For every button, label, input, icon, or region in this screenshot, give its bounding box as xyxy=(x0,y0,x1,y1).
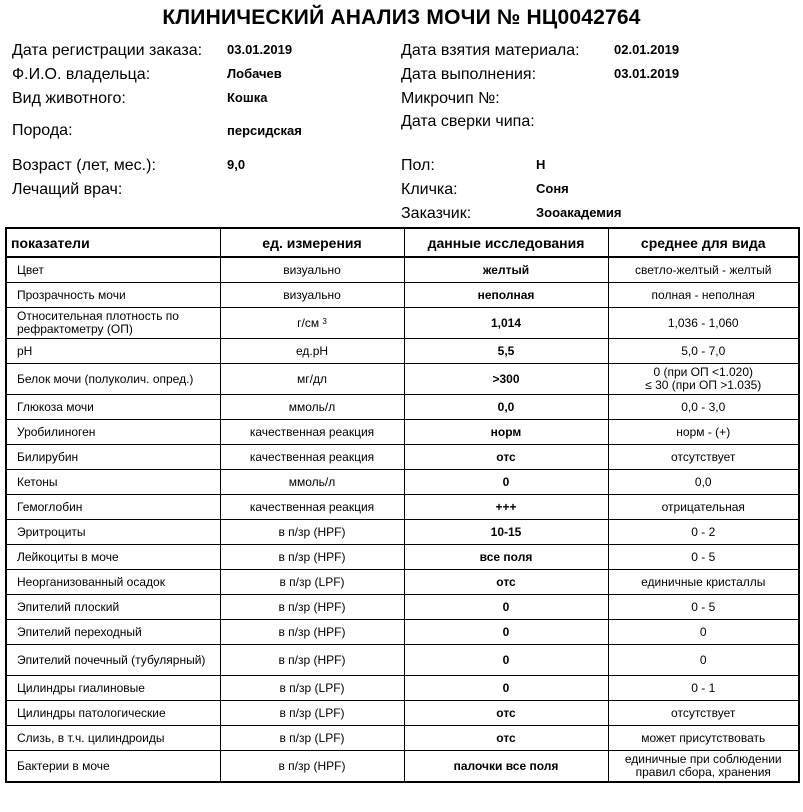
param-cell: Слизь, в т.ч. цилиндроиды xyxy=(6,726,220,751)
norm-cell: отсутствует xyxy=(608,445,799,470)
unit-superscript: 3 xyxy=(322,316,327,326)
unit-cell xyxy=(220,308,404,339)
result-cell: 0 xyxy=(404,620,608,645)
table-row xyxy=(6,420,799,445)
chip-label: Микрочип №: xyxy=(401,90,500,107)
unit-cell: в п/зр (HPF) xyxy=(220,645,404,676)
unit-cell: мг/дл xyxy=(220,364,404,395)
param-cell: Неорганизованный осадок xyxy=(6,570,220,595)
col-header-param: показатели xyxy=(6,228,220,257)
norm-line: правил сбора, хранения xyxy=(635,765,771,779)
result-cell: 0 xyxy=(404,645,608,676)
unit-cell: ммоль/л xyxy=(220,470,404,495)
owner-value: Лобачев xyxy=(227,66,282,81)
unit-cell: в п/зр (HPF) xyxy=(220,545,404,570)
table-row xyxy=(6,701,799,726)
norm-cell: 0 xyxy=(608,620,799,645)
result-cell: +++ xyxy=(404,495,608,520)
param-cell: Лейкоциты в моче xyxy=(6,545,220,570)
norm-cell: 1,036 - 1,060 xyxy=(608,308,799,339)
table-row xyxy=(6,257,799,283)
result-cell: 5,5 xyxy=(404,339,608,364)
result-cell: отс xyxy=(404,726,608,751)
param-cell: Эпителий плоский xyxy=(6,595,220,620)
table-row xyxy=(6,595,799,620)
result-cell: 10-15 xyxy=(404,520,608,545)
norm-cell: 0 - 5 xyxy=(608,595,799,620)
done-date-label: Дата выполнения: xyxy=(401,66,537,83)
param-cell: Цилиндры патологические xyxy=(6,701,220,726)
result-cell: неполная xyxy=(404,283,608,308)
table-row xyxy=(6,308,799,339)
param-cell: Гемоглобин xyxy=(6,495,220,520)
unit-text: г/см xyxy=(297,315,320,330)
sample-date-value: 02.01.2019 xyxy=(614,42,680,57)
norm-cell: 0 - 1 xyxy=(608,676,799,701)
param-cell: Эритроциты xyxy=(6,520,220,545)
age-label: Возраст (лет, мес.): xyxy=(12,157,156,174)
table-row xyxy=(6,645,799,676)
result-cell: отс xyxy=(404,570,608,595)
norm-line: единичные при соблюдении xyxy=(624,752,782,766)
param-cell: Эпителий почечный (тубулярный) xyxy=(6,645,220,676)
name-label: Кличка: xyxy=(401,181,458,198)
table-row xyxy=(6,520,799,545)
reg-date-value: 03.01.2019 xyxy=(227,42,293,57)
norm-cell: может присутствовать xyxy=(608,726,799,751)
param-cell: Эпителий переходный xyxy=(6,620,220,645)
table-row xyxy=(6,545,799,570)
age-value: 9,0 xyxy=(227,157,246,172)
result-cell: отс xyxy=(404,445,608,470)
unit-cell: качественная реакция xyxy=(220,495,404,520)
owner-label: Ф.И.О. владельца: xyxy=(12,66,151,83)
norm-cell: полная - неполная xyxy=(608,283,799,308)
param-cell: Белок мочи (полуколич. опред.) xyxy=(6,364,220,395)
norm-cell xyxy=(608,751,799,783)
norm-cell: единичные кристаллы xyxy=(608,570,799,595)
table-row xyxy=(6,495,799,520)
result-cell: палочки все поля xyxy=(404,751,608,783)
norm-cell: 0 - 5 xyxy=(608,545,799,570)
client-value: Зооакадемия xyxy=(536,205,622,220)
norm-cell: отсутствует xyxy=(608,701,799,726)
norm-cell: отрицательная xyxy=(608,495,799,520)
param-cell: Цилиндры гиалиновые xyxy=(6,676,220,701)
param-cell: Бактерии в моче xyxy=(6,751,220,783)
breed-label: Порода: xyxy=(12,122,73,139)
table-row xyxy=(6,676,799,701)
unit-cell: ммоль/л xyxy=(220,395,404,420)
norm-line: ≤ 30 (при ОП >1.035) xyxy=(645,378,762,392)
param-cell: Цвет xyxy=(6,257,220,283)
results-table xyxy=(5,227,800,783)
unit-cell: в п/зр (HPF) xyxy=(220,620,404,645)
norm-cell: 0,0 - 3,0 xyxy=(608,395,799,420)
unit-cell: ед.pH xyxy=(220,339,404,364)
result-cell: 0 xyxy=(404,470,608,495)
table-row xyxy=(6,470,799,495)
table-row xyxy=(6,364,799,395)
col-header-result: данные исследования xyxy=(404,228,608,257)
table-row xyxy=(6,395,799,420)
table-row xyxy=(6,283,799,308)
result-cell: 1,014 xyxy=(404,308,608,339)
reg-date-label: Дата регистрации заказа: xyxy=(12,42,203,59)
chip-check-label: Дата сверки чипа: xyxy=(401,113,535,130)
result-cell: 0 xyxy=(404,595,608,620)
result-cell: норм xyxy=(404,420,608,445)
unit-cell: в п/зр (LPF) xyxy=(220,701,404,726)
param-cell: Кетоны xyxy=(6,470,220,495)
unit-cell: качественная реакция xyxy=(220,420,404,445)
table-row xyxy=(6,751,799,783)
norm-cell: 0,0 xyxy=(608,470,799,495)
table-row xyxy=(6,445,799,470)
norm-cell: 0 xyxy=(608,645,799,676)
param-cell: pH xyxy=(6,339,220,364)
unit-cell: в п/зр (LPF) xyxy=(220,676,404,701)
species-label: Вид животного: xyxy=(12,90,126,107)
norm-cell: 5,0 - 7,0 xyxy=(608,339,799,364)
norm-cell: 0 - 2 xyxy=(608,520,799,545)
table-row xyxy=(6,570,799,595)
unit-cell: в п/зр (HPF) xyxy=(220,595,404,620)
table-header-row xyxy=(6,228,799,257)
report-title: КЛИНИЧЕСКИЙ АНАЛИЗ МОЧИ № НЦ0042764 xyxy=(162,6,641,29)
sex-value: Н xyxy=(536,157,546,172)
result-cell: отс xyxy=(404,701,608,726)
unit-cell: в п/зр (LPF) xyxy=(220,726,404,751)
param-cell: Прозрачность мочи xyxy=(6,283,220,308)
norm-cell xyxy=(608,364,799,395)
result-cell: 0,0 xyxy=(404,395,608,420)
sample-date-label: Дата взятия материала: xyxy=(401,42,580,59)
doctor-label: Лечащий врач: xyxy=(12,181,123,198)
table-row xyxy=(6,339,799,364)
unit-cell: визуально xyxy=(220,283,404,308)
result-cell: желтый xyxy=(404,257,608,283)
norm-cell: норм - (+) xyxy=(608,420,799,445)
client-label: Заказчик: xyxy=(401,205,472,222)
sex-label: Пол: xyxy=(401,157,435,174)
param-cell: Билирубин xyxy=(6,445,220,470)
norm-line: 0 (при ОП <1.020) xyxy=(653,365,754,379)
breed-value: персидская xyxy=(227,123,302,138)
param-cell: Глюкоза мочи xyxy=(6,395,220,420)
done-date-value: 03.01.2019 xyxy=(614,66,680,81)
param-cell: Уробилиноген xyxy=(6,420,220,445)
unit-cell: качественная реакция xyxy=(220,445,404,470)
name-value: Соня xyxy=(536,181,569,196)
col-header-unit: ед. измерения xyxy=(220,228,404,257)
col-header-norm: среднее для вида xyxy=(608,228,799,257)
result-cell: все поля xyxy=(404,545,608,570)
unit-cell: визуально xyxy=(220,257,404,283)
result-cell: >300 xyxy=(404,364,608,395)
table-row xyxy=(6,726,799,751)
norm-cell: светло-желтый - желтый xyxy=(608,257,799,283)
unit-cell: в п/зр (HPF) xyxy=(220,520,404,545)
species-value: Кошка xyxy=(227,90,268,105)
unit-cell: в п/зр (HPF) xyxy=(220,751,404,783)
unit-cell: в п/зр (LPF) xyxy=(220,570,404,595)
result-cell: 0 xyxy=(404,676,608,701)
param-cell: Относительная плотность по рефрактометру (ОП) xyxy=(6,308,220,339)
table-row xyxy=(6,620,799,645)
